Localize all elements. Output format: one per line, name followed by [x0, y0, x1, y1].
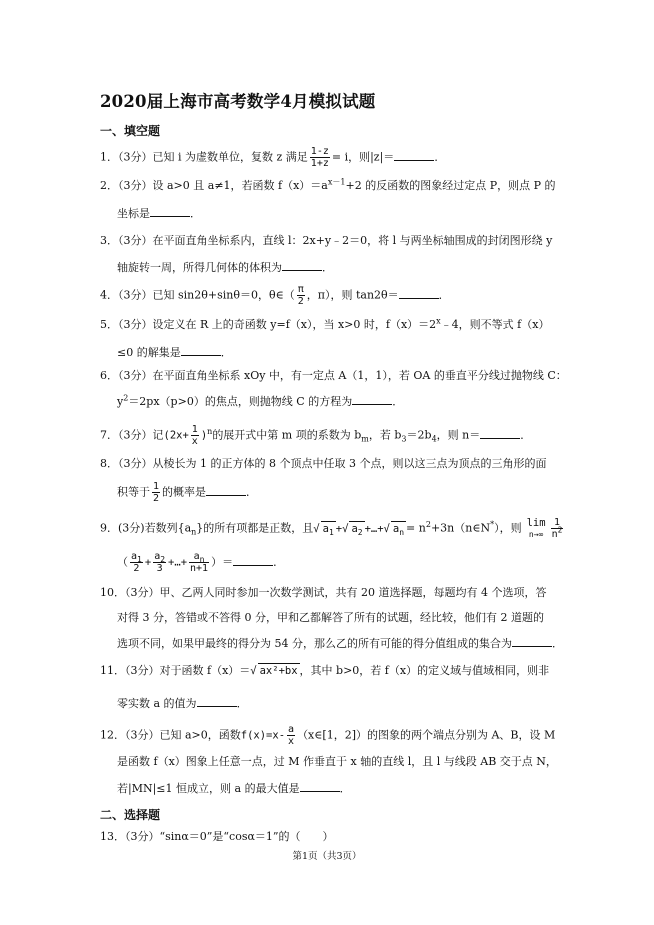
q9-fraction-n: $\frac{a_n}{n+1}$	[190, 551, 209, 574]
question-9: 9．(3分)若数列$\{a_n\}$的所有项都是正数，且√ $a_1$ +√ $a_2$ +…+√ $a_n$ = $n^2+3n(n\in N^*)$，则 lim n→∞ $\frac{1}{n^2}$	[100, 516, 563, 540]
question-10-line-2: 对得 3 分，答错或不答得 0 分，甲和乙都解答了所有的试题，经比较，他们有 2 道题的	[117, 611, 544, 624]
answer-blank	[197, 695, 237, 707]
question-5: 5．（3分）设定义在 R 上的奇函数 y=f（x），当 x>0 时，$f(x)=2^x﹣4$，则不等式 f（x）	[100, 316, 550, 331]
question-3-line-2: 轴旋转一周，所得几何体的体积为 ．	[117, 261, 333, 274]
question-1: 1．（3分）已知 i 为虚数单位，复数 z 满足 $\frac{1-z}{1+z}$ = i，则|z|＝ ．	[100, 146, 446, 169]
q7-fraction: $\frac{1}{x}$	[191, 424, 198, 447]
answer-blank	[282, 259, 322, 271]
question-7: 7．（3分）记(2x+ $\frac{1}{x}$ )$^n$的展开式中第 m 项的系数为 $b_m$，若 $b_3=2b_4$，则 n＝ ．	[100, 424, 532, 447]
question-13: 13．（3分）“sinα＝0”是“cosα＝1”的（ ）	[100, 830, 334, 843]
question-10-line-3: 选项不同，如果甲最终的得分为 54 分，那么乙的所有可能的得分值组成的集合为 ．	[117, 637, 563, 650]
limit: lim n→∞	[526, 516, 546, 539]
q9-fraction-2: $\frac{a_2}{3}$	[154, 551, 166, 574]
page-title: 2020届上海市高考数学4月模拟试题	[100, 92, 376, 111]
question-11: 11．（3分）对于函数 f（x）＝√ ax²+bx ，其中 b>0，若 f（x）的定义域与值域相同，则非	[100, 664, 550, 677]
q1-text: 1．（3分）已知 i 为虚数单位，复数 z 满足	[100, 150, 308, 164]
question-11-line-2: 零实数 a 的值为 ．	[117, 697, 248, 710]
question-3: 3．（3分）在平面直角坐标系内，直线 l：2x+y﹣2＝0，将 l 与两坐标轴围成的封闭图形绕 y	[100, 234, 553, 247]
answer-blank	[181, 344, 221, 356]
section-heading-choice: 二、选择题	[100, 808, 161, 822]
question-4: 4．（3分）已知 sin2θ+sinθ＝0，θ∈（ $\frac{\pi}{2}$ ，π），则 tan2θ＝ ．	[100, 284, 450, 307]
answer-blank	[300, 780, 340, 792]
question-8: 8．（3分）从棱长为 1 的正方体的 8 个顶点中任取 3 个点，则以这三点为顶点的三角形的面	[100, 457, 547, 470]
question-2-line-2: 坐标是 ．	[117, 207, 201, 220]
question-2: 2．（3分）设 a>0 且 a≠1，若函数 $f(x)=a^{x-1}+2$ 的反函数的图象经过定点 P，则点 P 的	[100, 177, 556, 192]
question-12-line-2: 是函数 f（x）图象上任意一点，过 M 作垂直于 x 轴的直线 l，且 l 与线段 AB 交于点 N，	[117, 755, 557, 768]
q11-sqrt: ax²+bx	[259, 665, 298, 677]
section-heading-fill-in: 一、填空题	[100, 124, 161, 138]
question-8-line-2: 积等于 $\frac{1}{2}$ 的概率是 ．	[117, 481, 258, 504]
q1-fraction: $\frac{1-z}{1+z}$	[310, 146, 329, 169]
answer-blank	[394, 149, 434, 161]
question-9-line-2: （ $\frac{a_1}{2}$ + $\frac{a_2}{3}$ +…+ $\frac{a_n}{n+1}$ ）＝ ．	[117, 551, 285, 574]
q12-fraction: $\frac{a}{x}$	[288, 724, 295, 747]
answer-blank	[512, 635, 552, 647]
question-5-line-2: ≤0 的解集是 ．	[117, 346, 232, 359]
q8-fraction: $\frac{1}{2}$	[153, 481, 160, 504]
page-footer: 第1页（共3页）	[292, 851, 362, 862]
answer-blank	[480, 427, 520, 439]
q9-limit-fraction: $\frac{1}{n^2}$	[551, 517, 563, 540]
answer-blank	[233, 554, 273, 566]
answer-blank	[150, 205, 190, 217]
q9-fraction-1: $\frac{a_1}{2}$	[131, 551, 142, 574]
answer-blank	[206, 484, 246, 496]
question-12-line-3: 若|MN|≤1 恒成立，则 a 的最大值是 ．	[117, 782, 351, 795]
q4-fraction: $\frac{\pi}{2}$	[297, 284, 304, 307]
sqrt-sum: √ $a_1$ +√ $a_2$ +…+√ $a_n$	[313, 522, 405, 537]
question-12: 12．（3分）已知 a>0，函数f(x)=x- $\frac{a}{x}$ （x∈[1，2]）的图象的两个端点分别为 A、B，设 M	[100, 724, 556, 747]
question-6-line-2: $y^2=2px(p>0)$的焦点，则抛物线 C 的方程为 ．	[117, 393, 404, 408]
answer-blank	[399, 287, 439, 299]
question-10: 10．（3分）甲、乙两人同时参加一次数学测试，共有 20 道选择题，每题均有 4 个选项，答	[100, 586, 547, 599]
answer-blank	[352, 393, 392, 405]
question-6: 6．（3分）在平面直角坐标系 xOy 中，有一定点 A（1，1），若 OA 的垂直平分线过抛物线 C：	[100, 369, 567, 382]
